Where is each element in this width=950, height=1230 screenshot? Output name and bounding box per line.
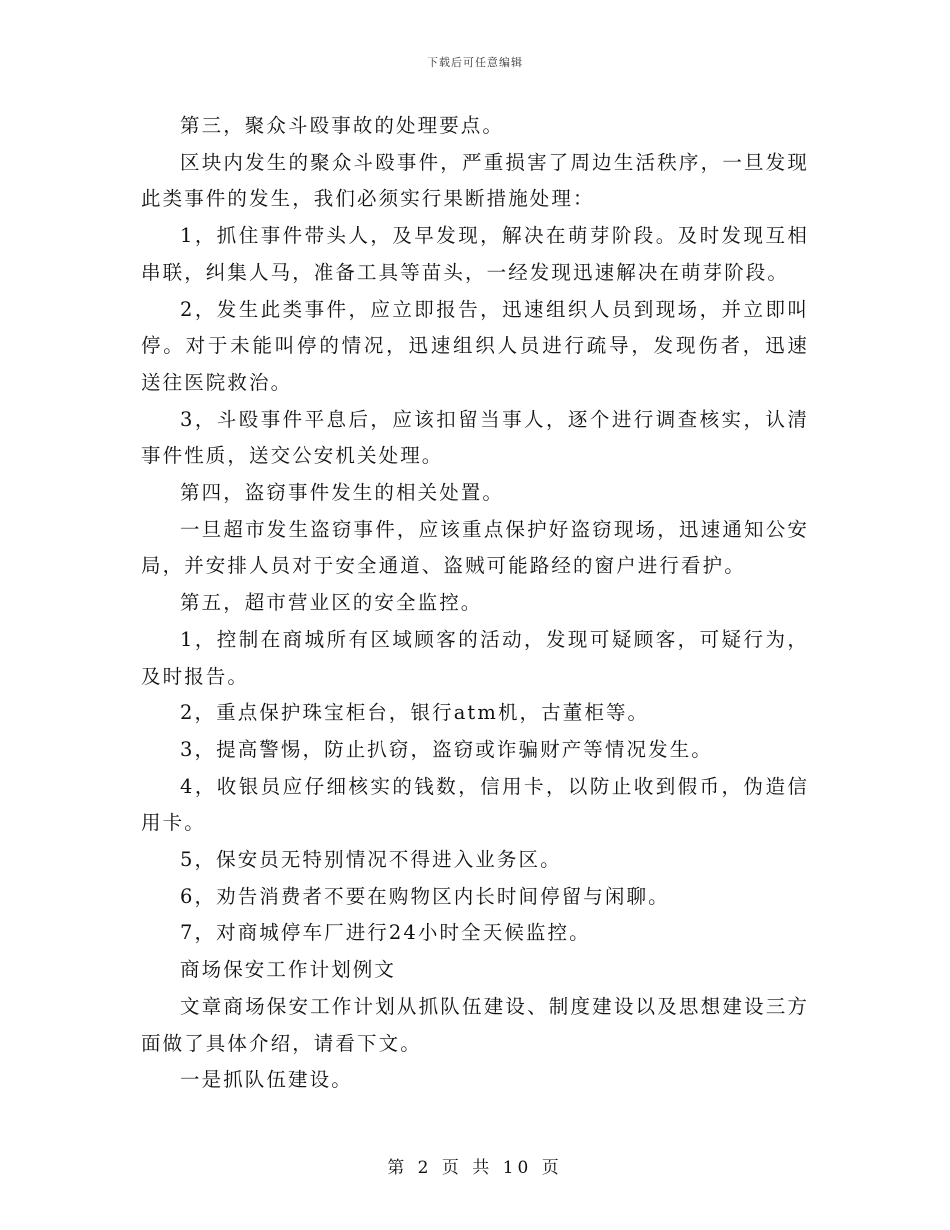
- paragraph-theft-handling: 一旦超市发生盗窃事件，应该重点保护好盗窃现场，迅速通知公安局，并安排人员对于安全通道、盗贼可能路经的窗户进行看护。: [141, 517, 809, 578]
- document-body: [141, 108, 809, 1099]
- paragraph-monitor-item-6: 6，劝告消费者不要在购物区内长时间停留与闲聊。: [180, 884, 670, 908]
- paragraph-section-three-title: 第三，聚众斗殴事故的处理要点。: [180, 114, 505, 137]
- paragraph-brawl-intro: 区块内发生的聚众斗殴事件，严重损害了周边生活秩序，一旦发现此类事件的发生，我们必须实行果断措施处理：: [141, 150, 809, 211]
- paragraph-brawl-item-3: 3，斗殴事件平息后，应该扣留当事人，逐个进行调查核实，认清事件性质，送交公安机关处理。: [141, 407, 809, 468]
- paragraph-monitor-item-2: 2，重点保护珠宝柜台，银行atm机，古董柜等。: [180, 701, 650, 725]
- paragraph-team-building: 一是抓队伍建设。: [180, 1068, 353, 1092]
- paragraph-monitor-item-7: 7，对商城停车厂进行24小时全天候监控。: [180, 921, 591, 945]
- paragraph-section-four-title: 第四，盗窃事件发生的相关处置。: [180, 481, 505, 505]
- paragraph-brawl-item-2: 2，发生此类事件，应立即报告，迅速组织人员到现场，并立即叫停。对于未能叫停的情况，迅速组织人员进行疏导，发现伤者，迅速送往医院救治。: [141, 297, 809, 394]
- paragraph-example-title: 商场保安工作计划例文: [180, 958, 397, 982]
- paragraph-monitor-item-4: 4，收银员应仔细核实的钱数，信用卡，以防止收到假币，伪造信用卡。: [141, 774, 809, 835]
- paragraph-brawl-item-1: 1，抓住事件带头人，及早发现，解决在萌芽阶段。及时发现互相串联，纠集人马，准备工具等苗头，一经发现迅速解决在萌芽阶段。: [141, 224, 809, 284]
- paragraph-monitor-item-1: 1，控制在商城所有区域顾客的活动，发现可疑顾客，可疑行为，及时报告。: [141, 627, 809, 688]
- page-number: 第 2 页 共 10 页: [387, 1158, 563, 1178]
- paragraph-monitor-item-5: 5，保安员无特别情况不得进入业务区。: [180, 848, 562, 872]
- paragraph-section-five-title: 第五，超市营业区的安全监控。: [180, 591, 483, 615]
- page-header-note: 下载后可任意编辑: [427, 56, 523, 69]
- paragraph-example-intro: 文章商场保安工作计划从抓队伍建设、制度建设以及思想建设三方面做了具体介绍，请看下文。: [141, 994, 809, 1055]
- paragraph-monitor-item-3: 3，提高警惕，防止扒窃，盗窃或诈骗财产等情况发生。: [180, 737, 713, 761]
